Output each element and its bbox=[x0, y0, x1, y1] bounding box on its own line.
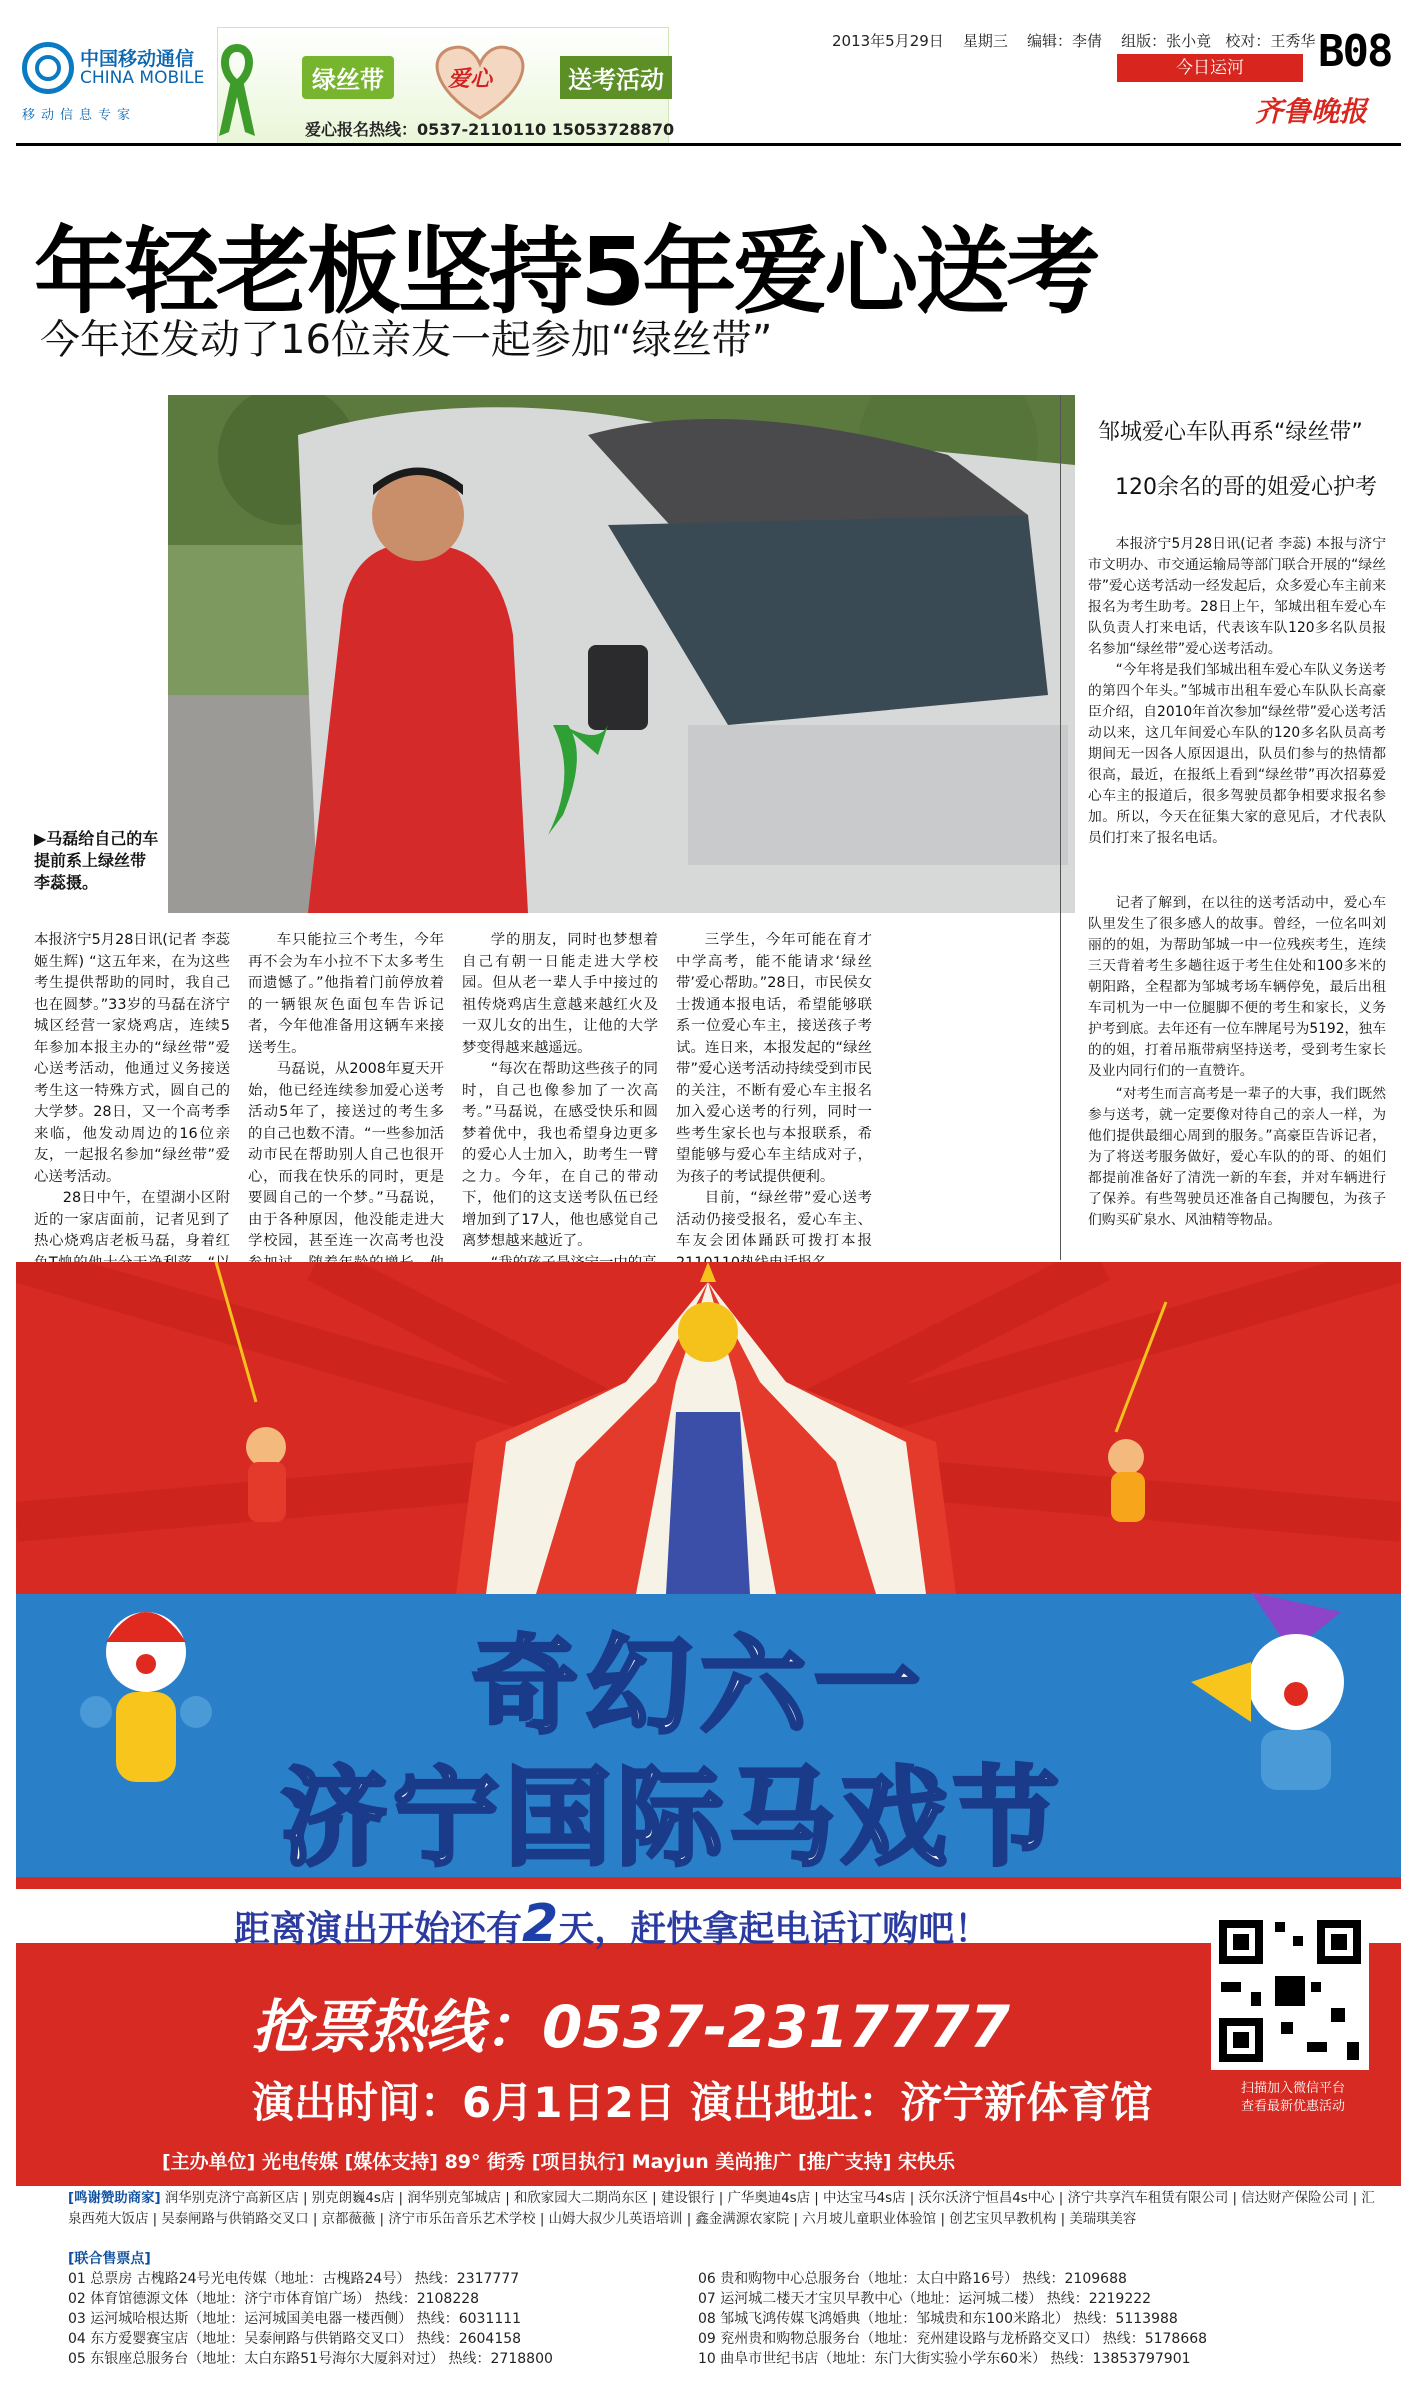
article-photo bbox=[168, 395, 1075, 913]
article-paragraph: 28日中午，在望湖小区附近的一家店面前，记者见到了热心烧鸡店老板马磊，身着红 bbox=[34, 1190, 230, 1249]
ticket-row: 09 兖州贵和购物总服务台（地址：兖州建设路与龙桥路交叉口） 热线：5178668 bbox=[698, 2331, 1208, 2347]
china-mobile-logo-icon bbox=[22, 42, 74, 94]
china-mobile-name-cn: 中国移动通信 bbox=[80, 48, 195, 70]
editor: 编辑：李倩 bbox=[1026, 32, 1102, 50]
headline: 年轻老板坚持5年爱心送考 bbox=[34, 218, 1098, 327]
banner-activity-label: 送考活动 bbox=[560, 56, 672, 99]
ticket-row: 03 运河城哈根达斯（地址：运河城国美电器一楼西侧） 热线：6031111 bbox=[68, 2311, 522, 2327]
ad-title-line2: 济宁国际马戏节 bbox=[281, 1757, 1065, 1880]
ticket-row: 02 体育馆德源文体（地址：济宁市体育馆广场） 热线：2108228 bbox=[68, 2291, 480, 2307]
article-paragraph: 三学生，今年可能在育才中学高考，能不能请求‘绿丝带’爱心帮助。”28日，市民侯女士拨通本报电话，希望能够联系一位爱心车主，接送孩子考试。连日来，本报发起的“绿丝带”爱心送考活动持续受到市民的关注，不断有爱心车主报名加入爱心送考的行列，同时一些考生家长也与本报联系，希望能够与爱心车主结成对子，为孩子的考试提供便利。 bbox=[676, 932, 872, 1185]
article-column-1 bbox=[34, 930, 230, 1296]
ticket-row: 10 曲阜市世纪书店（地址：东门大街实验小学东60米） 热线：13853797901 bbox=[698, 2351, 1191, 2367]
ticket-row: 04 东方爱婴赛宝店（地址：吴泰闸路与供销路交叉口） 热线：2604158 bbox=[68, 2331, 522, 2347]
countdown-number: 2 bbox=[522, 1894, 559, 1954]
issue-weekday: 星期三 bbox=[962, 32, 1008, 50]
ticket-row: 08 邹城飞鸿传媒飞鸿婚典（地址：邹城贵和东100米路北） 热线：5113988 bbox=[698, 2311, 1178, 2327]
side-story-paragraph: 本报济宁5月28日讯(记者 李蕊) 本报与济宁市文明办、市交通运输局等部门联合开展的“绿丝带”爱心送考活动一经发起后，众多爱心车主前来报名为考生助考。28日上午，邹城出租车爱心车队负责人打来电话，代表该车队120多名队员报名参加“绿丝带”爱心送考活动。 bbox=[1088, 536, 1386, 657]
article-paragraph: 目前，“绿丝带”爱心送考活动仍接受报名，爱心车主、车友会团体踊跃可拨打本报 bbox=[676, 1190, 872, 1249]
china-mobile-slogan: 移动信息专家 bbox=[22, 108, 137, 123]
countdown-text bbox=[234, 1894, 990, 1954]
banner-love-label: 爱心 bbox=[448, 67, 493, 92]
banner-green-ribbon-label: 绿丝带 bbox=[302, 56, 394, 99]
china-mobile-name-en: CHINA MOBILE bbox=[80, 68, 205, 88]
banner-hotline: 爱心报名热线：0537-2110110 15053728870 bbox=[305, 120, 675, 139]
show-time-place: 演出时间：6月1日2日 演出地址：济宁新体育馆 bbox=[252, 2078, 1153, 2127]
article-paragraph: 学的朋友，同时也梦想着自己有朝一日能走进大学校园。但从老一辈人手中接过的祖传烧鸡店生意越来越红火及一双儿女的出生，让他的大学梦变得越来越遥远。 bbox=[462, 932, 658, 1056]
article-paragraph: “每次在帮助这些孩子的同时，自己也像参加了一次高考。”马磊说，在感受快乐和圆梦着优中，我也希望身边更多的爱心人士加入，助考生一臂之力。今年，在自己的带动下，他们的这支送考队伍已经增加到了17人，他也感觉自己离梦想越来越近了。 bbox=[462, 1061, 658, 1249]
ad-sponsors: [主办单位] 光电传媒 [媒体支持] 89° 街秀 [项目执行] Mayjun 美尚推广 [推广支持] 宋快乐 bbox=[162, 2151, 956, 2173]
ad-partners bbox=[68, 2188, 1388, 2230]
issue-date: 2013年5月29日 bbox=[832, 32, 944, 50]
ticket-row: 07 运河城二楼天才宝贝早教中心（地址：运河城二楼） 热线：2219222 bbox=[698, 2291, 1152, 2307]
side-story-paragraph: 记者了解到，在以往的送考活动中，爱心车队里发生了很多感人的故事。曾经，一位名叫刘丽的的姐，为帮助邹城一中一位残疾考生，连续三天背着考生多趟往返于考生住处和100多米的朝阳路，全程都为邹城考场车辆停免，最后出租车司机为一中一位腿脚不便的考生和家长，义务护考到底。去年还有一位车牌尾号为5192，独车的的姐，打着吊瓶带病坚持送考，受到考生家长及业内同行们的一直赞许。 bbox=[1088, 895, 1386, 1079]
tickets-label: [联合售票点] bbox=[68, 2251, 151, 2267]
ticket-row: 05 东银座总服务台（地址：太白东路51号海尔大厦斜对过） 热线：2718800 bbox=[68, 2351, 553, 2367]
issue-meta bbox=[832, 30, 1315, 51]
ticket-row: 01 总票房 古槐路24号光电传媒（地址：古槐路24号） 热线：2317777 bbox=[68, 2271, 520, 2287]
countdown-prefix: 距离演出开始还有 bbox=[234, 1909, 523, 1950]
circus-tent-illustration bbox=[16, 1262, 1401, 1594]
side-story-paragraph: “今年将是我们邹城出租车爱心车队义务送考的第四个年头。”邹城市出租车爱心车队队长高豪臣介绍，自2010年首次参加“绿丝带”爱心送考活动以来，这几年间爱心车队的120多名队员高考期间无一因各人原因退出，队员们参与的热情都很高，最近，在报纸上看到“绿丝带”再次招募爱心车主的报道后，很多驾驶员都争相要求报名参加。所以，今天在征集大家的意见后，才代表队员们打来了报名电话。 bbox=[1088, 662, 1386, 846]
page-code: B08 bbox=[1318, 26, 1392, 77]
article-column-2 bbox=[248, 930, 444, 1296]
photo-caption: ▶马磊给自己的车提前系上绿丝带 李蕊摄。 bbox=[34, 829, 159, 892]
clown-left-icon bbox=[76, 1592, 216, 1822]
article-paragraph: 车只能拉三个考生，今年再不会为车小拉不下太多考生而遗憾了。”他指着门前停放着的一辆银灰色面包车告诉记者，今年他准备用这辆车来接送考生。 bbox=[248, 932, 444, 1056]
qr-code-icon bbox=[1211, 1912, 1369, 2070]
countdown-suffix: 天，赶快拿起电话订购吧！ bbox=[558, 1909, 991, 1950]
ticket-outlets bbox=[68, 2250, 1388, 2367]
clown-right-icon bbox=[1191, 1572, 1381, 1792]
qr-caption: 扫描加入微信平台 查看最新优惠活动 bbox=[1240, 2081, 1345, 2114]
masthead-logo: 齐鲁晚报 bbox=[1255, 95, 1368, 128]
header-divider bbox=[16, 143, 1401, 146]
circus-advertisement bbox=[16, 1262, 1401, 2372]
subheadline: 今年还发动了16位亲友一起参加“绿丝带” bbox=[40, 317, 773, 363]
article-paragraph: 马磊说，从2008年夏天开始，他已经连续参加爱心送考活动5年了，接送过的考生多的自己也数不清。“一些参加活动市民在帮助别人自己也很开心，而我在快乐的同时，更是要圆自己的一个梦。”马磊说，由于各种原因，他没能走进大学校园，甚至连一次高考也没 bbox=[248, 1061, 444, 1249]
article-column-4 bbox=[676, 930, 872, 1274]
section-label: 今日运河 bbox=[1117, 54, 1303, 82]
partners-list: 润华别克济宁高新区店 | 别克朗巍4s店 | 润华别克邹城店 | 和欣家园大二期尚东区 | 建设银行 | 广华奥迪4s店 | 中达宝马4s店 | 沃尔沃济宁恒昌4s中心 | 济宁共享汽车租赁有限公司 | 信达财产保险公司 | 汇泉西苑大饭店 | 吴泰闸路与供销路交叉口 | 京都薇薇 | 济宁市乐缶音乐艺术学校 | 山姆大叔少儿英语培训 | 鑫金满源农家院 | 六月坡儿童职业体验馆 | 创艺宝贝早教机构 | 美瑞琪美容 bbox=[68, 2191, 1375, 2227]
side-story-title: 邹城爱心车队再系“绿丝带” bbox=[1098, 420, 1363, 445]
ticket-row: 06 贵和购物中心总服务台（地址：太白中路16号） 热线：2109688 bbox=[698, 2271, 1127, 2287]
article-column-3 bbox=[462, 930, 658, 1274]
side-story-divider bbox=[1060, 395, 1061, 1260]
partners-label: [鸣谢赞助商家] bbox=[68, 2191, 161, 2206]
ad-title-line1: 奇幻六一 bbox=[472, 1625, 928, 1748]
article-paragraph: 本报济宁5月28日讯(记者 李蕊 姬生辉) “这五年来，在为这些考生提供帮助的同时，我自己也在圆梦。”33岁的马磊在济宁城区经营一家烧鸡店，连续5年参加本报主办的“绿丝带”爱心送考活动，他通过义务接送考生这一特殊方式，圆自己的大学梦。28日，又一个高考季来临，他发动周边的16位亲友，一起报名参加“绿丝带”爱心送考活动。 bbox=[34, 932, 230, 1185]
ticket-hotline: 抢票热线：0537-2317777 bbox=[252, 1993, 1010, 2061]
layout-editor: 组版：张小竟 bbox=[1121, 32, 1212, 50]
side-story-subtitle: 120余名的哥的姐爱心护考 bbox=[1115, 475, 1377, 500]
proofreader: 校对：王秀华 bbox=[1225, 32, 1316, 50]
green-ribbon-icon bbox=[215, 40, 259, 140]
side-story-paragraph: “对考生而言高考是一辈子的大事，我们既然参与送考，就一定要像对待自己的亲人一样，为他们提供最细心周到的服务。”高豪臣告诉记者，为了将送考服务做好，爱心车队的的哥、的姐们都提前准备好了清洗一新的车套，并对车辆进行了保养。有些驾驶员还准备自己掏腰包，为孩子们购买矿泉水、风油精等物品。 bbox=[1088, 1086, 1386, 1228]
